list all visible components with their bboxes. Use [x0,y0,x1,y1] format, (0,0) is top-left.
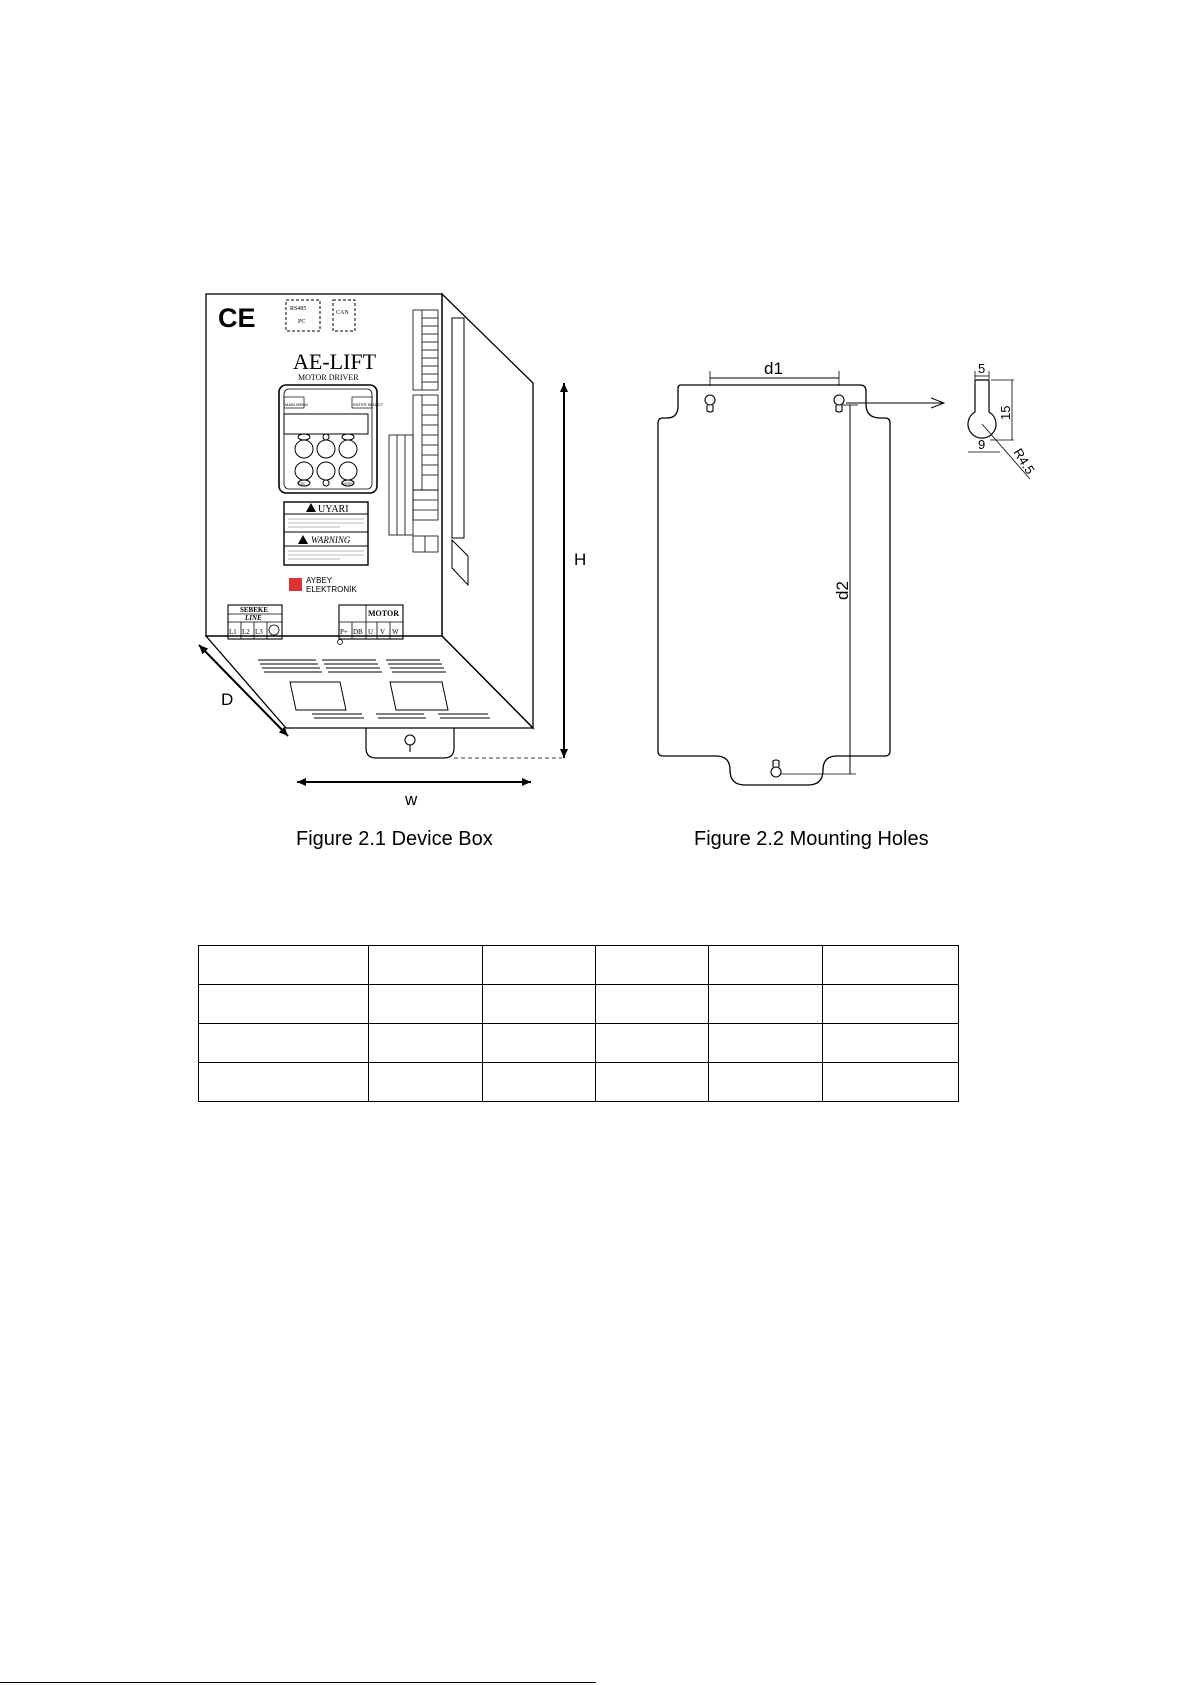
figure-2-2-caption: Figure 2.2 Mounting Holes [694,828,929,850]
svg-text:V: V [380,628,386,636]
svg-text:ELEKTRONİK: ELEKTRONİK [306,585,357,594]
svg-text:CE: CE [218,303,256,333]
figure-2-1-caption: Figure 2.1 Device Box [296,828,493,850]
svg-text:MOTOR: MOTOR [368,609,399,618]
ce-mark [218,303,256,333]
svg-text:PC: PC [298,319,306,325]
svg-text:L3: L3 [255,628,263,636]
table-cell [823,1024,959,1063]
svg-text:W: W [392,628,399,636]
maker-logo-icon [289,578,302,591]
svg-text:ESC: ESC [298,482,306,486]
table-cell [483,946,596,985]
svg-text:MAIN MENU: MAIN MENU [285,402,308,407]
table-cell [709,985,823,1024]
bottom-mount-tab [366,728,454,758]
svg-text:SEBEKE: SEBEKE [240,606,269,614]
dimension-d-label: D [221,690,234,709]
detail-radius-label: R4.5 [1010,445,1038,477]
table-cell [369,1063,483,1102]
table-cell [823,985,959,1024]
table-cell [483,985,596,1024]
pc-port-box [286,300,320,331]
bottom-mount-hole [405,735,415,745]
table-cell [709,946,823,985]
table-cell [709,1024,823,1063]
table-cell [199,1024,369,1063]
bottom-vents [258,660,490,718]
svg-text:LINE: LINE [245,614,262,622]
detail-diameter-label: 9 [978,437,986,452]
mounting-plate-drawing [658,371,1030,785]
dimensions-table [198,945,959,1102]
table-row [199,946,959,985]
device-side-face [442,294,533,728]
dimension-d1-label: d1 [764,359,783,378]
svg-text:L1: L1 [229,628,237,636]
svg-text:UYARI: UYARI [318,504,349,515]
dimension-d2-label: d2 [833,581,852,600]
svg-text:AYBEY: AYBEY [306,576,333,585]
table-cell [199,1063,369,1102]
device-box-drawing [199,294,564,782]
table-row [199,985,959,1024]
table-cell [369,1024,483,1063]
footnote-rule [0,1682,596,1683]
dimension-h-label: H [574,550,587,569]
keypad-display [284,414,368,434]
brand-label: AE-LIFT [293,349,377,374]
table-cell [596,1024,709,1063]
table-cell [483,1063,596,1102]
detail-height-label: 15 [998,405,1013,420]
table-row [199,1024,959,1063]
table-cell [823,946,959,985]
svg-text:ENTER SELECT: ENTER SELECT [353,402,384,407]
mounting-plate-outline [658,385,890,785]
svg-text:ENTER: ENTER [341,482,353,486]
svg-text:P+: P+ [340,628,348,636]
table-cell [199,985,369,1024]
svg-text:RS485: RS485 [290,306,307,312]
table-cell [596,946,709,985]
table-cell [596,985,709,1024]
dimension-d-arrow [199,645,288,736]
table-cell [199,946,369,985]
table-cell [596,1063,709,1102]
svg-text:L2: L2 [242,628,250,636]
ground-icon [269,625,279,635]
table-cell [369,946,483,985]
table-row [199,1063,959,1102]
subtitle-label: MOTOR DRIVER [298,373,359,382]
keypad-buttons [295,434,357,486]
detail-width-label: 5 [978,361,986,376]
svg-text:U: U [368,628,374,636]
keyhole-detail-shape [968,380,996,438]
svg-text:WARNING: WARNING [311,535,351,545]
table-cell [709,1063,823,1102]
svg-text:CAN: CAN [336,310,349,316]
table-cell [823,1063,959,1102]
dimension-w-label: w [405,790,418,809]
table-cell [483,1024,596,1063]
control-terminal-strip [389,310,438,552]
table-cell [369,985,483,1024]
svg-text:DB: DB [353,628,363,636]
